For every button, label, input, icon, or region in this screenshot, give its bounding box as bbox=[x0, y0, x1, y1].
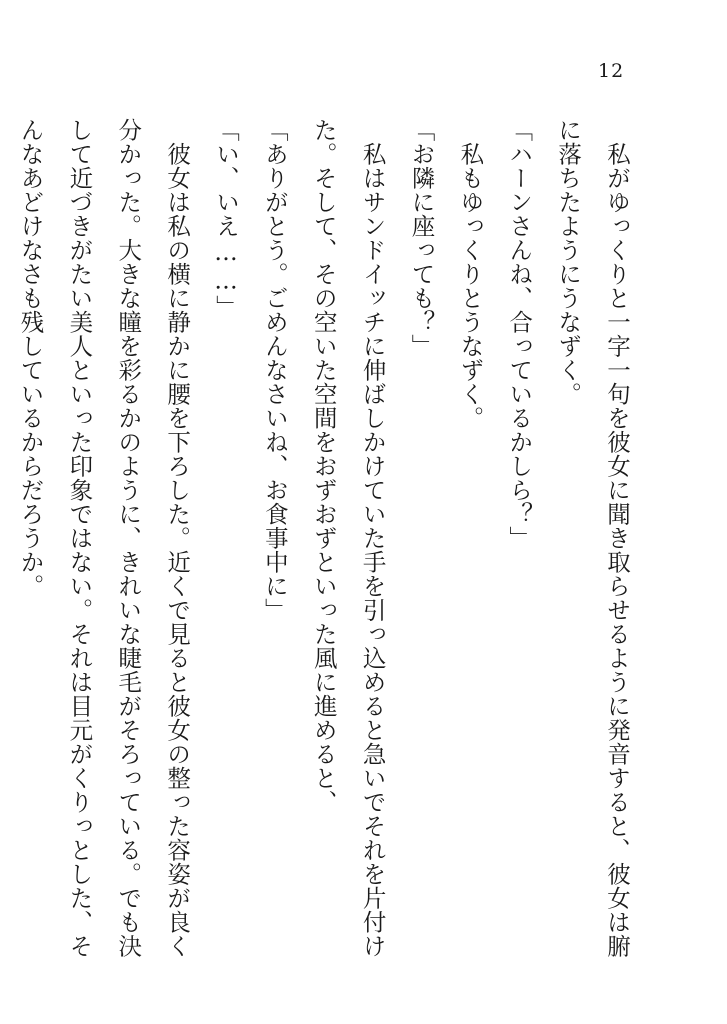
paragraph-3: 私もゆっくりとうなずく。 bbox=[456, 141, 485, 430]
paragraph-4: 「お隣に座っても？」 bbox=[407, 118, 436, 358]
paragraph-8: 彼女は私の横に静かに腰を下ろした。近くで見ると彼女の整った容姿が良く分かった。大きな瞳を彩るかのように、きれいな睫毛がそろっている。でも決して近づきがたい美人といった印象ではない。それは目元がくりっとした、そんなあどけなさも残しているからだろうか。 bbox=[16, 118, 192, 958]
paragraph-5: 私はサンドイッチに伸ばしかけていた手を引っ込めると急いでそれを片付けた。そして、その空いた空間をおずおずといった風に進めると、 bbox=[309, 118, 387, 958]
paragraph-9 bbox=[0, 118, 6, 978]
paragraph-1: 私がゆっくりと一字一句を彼女に聞き取らせるように発音すると、彼女は腑に落ちたようにうなずく。 bbox=[554, 118, 631, 958]
paragraph-6: 「ありがとう。ごめんなさいね、お食事中に」 bbox=[260, 118, 289, 622]
vertical-text-body bbox=[0, 118, 641, 978]
paragraph-2: 「ハーンさんね、合っているかしら？」 bbox=[505, 118, 534, 550]
paragraph-7: 「い、いえ……」 bbox=[212, 118, 240, 319]
page-number: 12 bbox=[598, 60, 625, 82]
